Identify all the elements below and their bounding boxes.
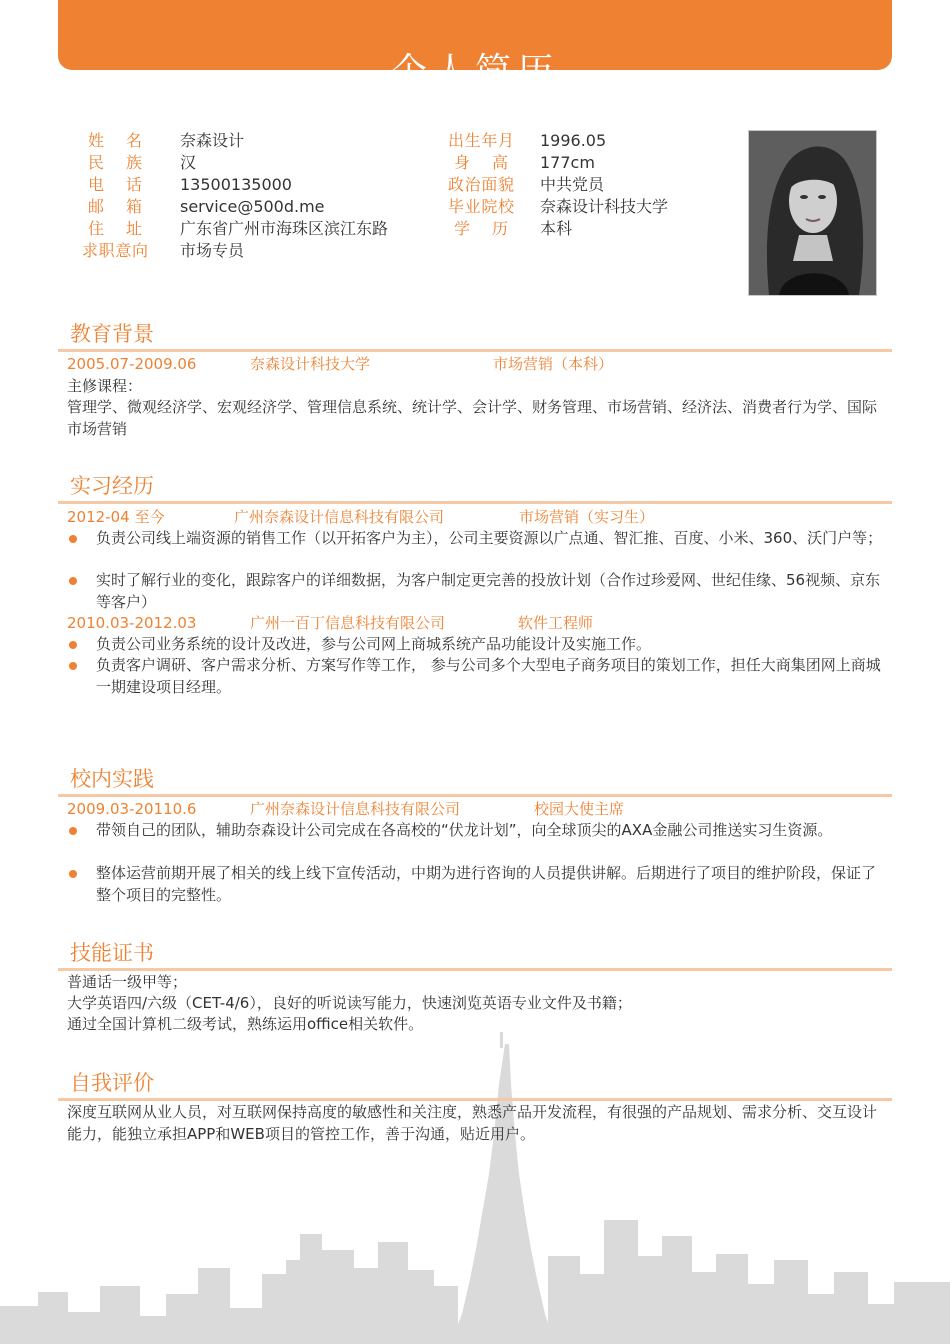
ethnicity-label: 民族 xyxy=(88,153,142,172)
campus-divider xyxy=(58,794,892,797)
education-period: 2005.07-2009.06 xyxy=(67,355,197,373)
birth-value: 1996.05 xyxy=(540,131,607,150)
education-major: 市场营销（本科） xyxy=(493,355,614,373)
self-eval-text: 深度互联网从业人员，对互联网保持高度的敏感性和关注度，熟悉产品开发流程，有很强的产品规划、需求分析、交互设计能力，能独立承担APP和WEB项目的管控工作，善于沟通，贴近用户。 xyxy=(67,1103,878,1143)
bullet-dot-icon xyxy=(69,535,77,543)
self-eval-section-title: 自我评价 xyxy=(70,1071,154,1095)
degree-label: 学历 xyxy=(454,219,508,238)
job-bullet: 负责公司线上端资源的销售工作（以开拓客户为主），公司主要资源以广点通、智汇推、百度、小米、360、沃门户等； xyxy=(96,529,883,547)
page-title: 个人简历 xyxy=(390,51,559,92)
birth-label: 出生年月 xyxy=(448,131,514,150)
email-value: service@500d.me xyxy=(180,197,325,216)
school-value: 奈森设计科技大学 xyxy=(540,197,669,216)
skills-section-title: 技能证书 xyxy=(70,941,154,965)
skills-divider xyxy=(58,968,892,971)
skill-item: 通过全国计算机二级考试，熟练运用office相关软件。 xyxy=(67,1015,424,1033)
height-value: 177cm xyxy=(540,153,595,172)
job-period: 2010.03-2012.03 xyxy=(67,614,197,632)
campus-bullet: 带领自己的团队，辅助奈森设计公司完成在各高校的“伏龙计划”，向全球顶尖的AXA金融公司推送实习生资源。 xyxy=(96,821,833,839)
degree-value: 本科 xyxy=(540,219,573,238)
education-school: 奈森设计科技大学 xyxy=(250,355,371,373)
name-value: 奈森设计 xyxy=(180,131,245,150)
bullet-dot-icon xyxy=(69,577,77,585)
campus-role: 校园大使主席 xyxy=(534,800,625,818)
campus-period: 2009.03-20110.6 xyxy=(67,800,197,818)
phone-value: 13500135000 xyxy=(180,175,292,194)
school-label: 毕业院校 xyxy=(448,197,514,216)
internship-divider xyxy=(58,501,892,504)
address-label: 住址 xyxy=(88,219,142,238)
political-value: 中共党员 xyxy=(540,175,605,194)
height-label: 身高 xyxy=(454,153,508,172)
skill-item: 普通话一级甲等； xyxy=(67,973,188,991)
job-intention-value: 市场专员 xyxy=(180,241,245,260)
email-label: 邮箱 xyxy=(88,197,142,216)
campus-org: 广州奈森设计信息科技有限公司 xyxy=(250,800,461,818)
bullet-dot-icon xyxy=(69,662,77,670)
campus-bullet: 整体运营前期开展了相关的线上线下宣传活动，中期为进行咨询的人员提供讲解。后期进行了项目的维护阶段，保证了整个项目的完整性。 xyxy=(96,864,877,904)
ethnicity-value: 汉 xyxy=(180,153,197,172)
job-bullet: 负责客户调研、客户需求分析、方案写作等工作， 参与公司多个大型电子商务项目的策划工作，担任大商集团网上商城一期建设项目经理。 xyxy=(96,656,881,696)
job-bullet: 实时了解行业的变化，跟踪客户的详细数据，为客户制定更完善的投放计划（合作过珍爱网、世纪佳缘、56视频、京东等客户） xyxy=(96,571,881,611)
job-period: 2012-04 至今 xyxy=(67,508,165,526)
education-divider xyxy=(58,349,892,352)
job-intention-label: 求职意向 xyxy=(82,241,148,260)
phone-label: 电话 xyxy=(88,175,142,194)
job-role: 市场营销（实习生） xyxy=(519,508,655,526)
job-role: 软件工程师 xyxy=(518,614,594,632)
self-eval-divider xyxy=(58,1098,892,1101)
portrait-photo xyxy=(748,130,877,296)
internship-section-title: 实习经历 xyxy=(70,474,154,498)
job-company: 广州一百丁信息科技有限公司 xyxy=(250,614,446,632)
skill-item: 大学英语四/六级（CET-4/6），良好的听说读写能力，快速浏览英语专业文件及书籍； xyxy=(67,994,632,1012)
job-company: 广州奈森设计信息科技有限公司 xyxy=(234,508,445,526)
courses-label: 主修课程： xyxy=(67,377,143,395)
header-banner xyxy=(58,0,892,92)
campus-section-title: 校内实践 xyxy=(70,767,154,791)
bullet-dot-icon xyxy=(69,641,77,649)
courses-list: 管理学、微观经济学、宏观经济学、管理信息系统、统计学、会计学、财务管理、市场营销、经济法、消费者行为学、国际市场营销 xyxy=(67,398,878,438)
political-label: 政治面貌 xyxy=(448,175,514,194)
bullet-dot-icon xyxy=(69,827,77,835)
job-bullet: 负责公司业务系统的设计及改进，参与公司网上商城系统产品功能设计及实施工作。 xyxy=(96,635,652,653)
education-section-title: 教育背景 xyxy=(70,322,154,346)
address-value: 广东省广州市海珠区滨江东路 xyxy=(180,219,389,238)
bullet-dot-icon xyxy=(69,870,77,878)
name-label: 姓名 xyxy=(88,131,142,150)
